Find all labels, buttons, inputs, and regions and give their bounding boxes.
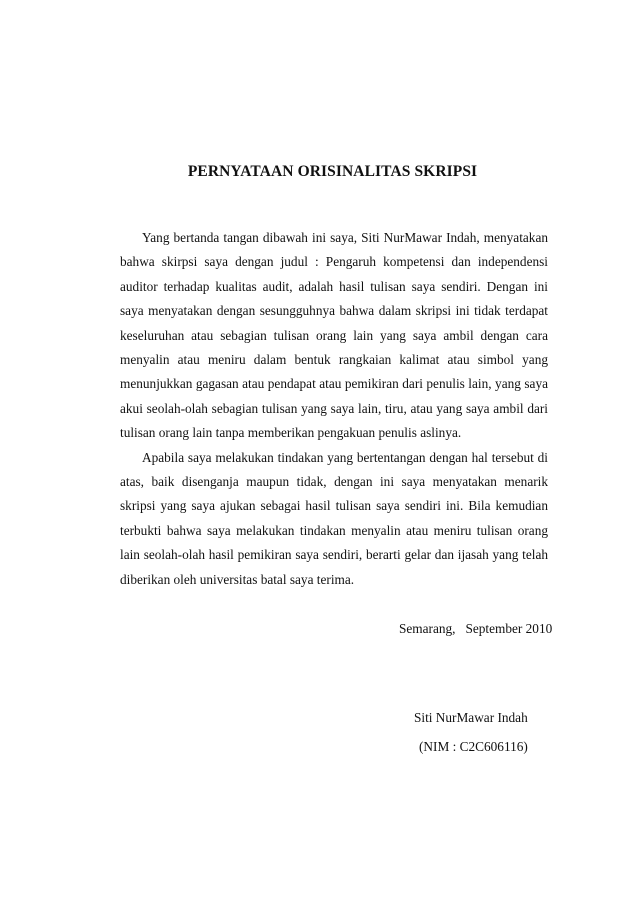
statement-body — [120, 226, 548, 592]
document-title: PERNYATAAN ORISINALITAS SKRIPSI — [187, 163, 478, 180]
statement-paragraph-2: Apabila saya melakukan tindakan yang bertentangan dengan hal tersebut di atas, baik disenganja maupun tidak, dengan ini saya menyatakan menarik skripsi yang saya ajukan sebagai hasil tulisan saya sendiri ini. Bila kemudian terbukti bahwa saya melakukan tindakan menyalin atau meniru tulisan orang lain seolah-olah hasil pemikiran saya sendiri, berarti gelar dan ijasah yang telah diberikan oleh universitas batal saya terima. — [120, 449, 548, 587]
place-date: Semarang, September 2010 — [399, 621, 553, 636]
signatory-name: Siti NurMawar Indah — [414, 710, 528, 725]
signatory-nim: (NIM : C2C606116) — [419, 739, 528, 754]
statement-paragraph-1: Yang bertanda tangan dibawah ini saya, Siti NurMawar Indah, menyatakan bahwa skirpsi saya dengan judul : Pengaruh kompetensi dan independensi auditor terhadap kualitas audit, adalah hasil tulisan saya sendiri. Dengan ini saya menyatakan dengan sesungguhnya bahwa dalam skripsi ini tidak terdapat keseluruhan atau sebagian tulisan orang lain yang saya ambil dengan cara menyalin atau meniru dalam bentuk rangkaian kalimat atau simbol yang menunjukkan gagasan atau pendapat atau pemikiran dari penulis lain, yang saya akui seolah-olah sebagian tulisan yang saya lain, tiru, atau yang saya ambil dari tulisan orang lain tanpa memberikan pengakuan penulis aslinya. — [120, 230, 548, 441]
